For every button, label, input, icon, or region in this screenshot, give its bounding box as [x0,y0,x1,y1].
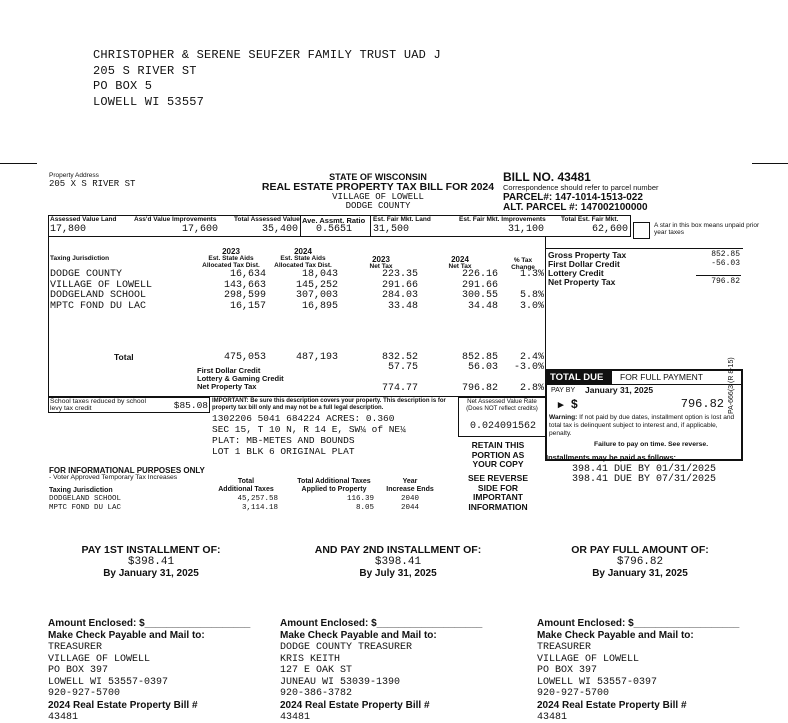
failure-text: Failure to pay on time. See reverse. [594,441,709,448]
first-dollar-net23: 57.75 [387,362,418,373]
table-row [0,290,548,301]
row-aids23: 16,157 [229,300,266,312]
divider [370,215,371,237]
row-net23: 223.35 [381,269,418,280]
assessment-bottom-rule [48,236,630,237]
retain-line: PORTION AS [471,449,525,460]
col-sub: Change [511,264,535,271]
row-aids23: 16,634 [229,269,266,280]
info-col-total [208,478,284,494]
fair-land-value: 31,500 [373,224,410,235]
school-credit-label: School taxes reduced by school levy tax credit [50,398,146,412]
bill-number: 43481 [280,711,311,723]
row-name: MPTC FOND DU LAC [50,300,147,312]
summary-net-label: Net Property Tax [548,277,616,287]
row-change: 1.3% [519,269,544,280]
stub-due: By January 31, 2025 [103,568,199,579]
payable-to: Make Check Payable and Mail to: [48,630,205,641]
first-dollar-net24: 56.03 [467,362,498,373]
unpaid-star-note: A star in this box means unpaid prior year taxes [654,222,760,236]
correspondence-note: Correspondence should refer to parcel number [503,183,659,192]
col-year: 2024 [451,255,469,264]
address-line: LOWELL WI 53557-0397 [537,676,658,688]
warning-label: Warning: [549,414,578,421]
reverse-line: IMPORTANT [473,492,523,502]
parcel-number: PARCEL#: 147-1014-1513-022 [503,192,643,203]
row-net24: 291.66 [461,279,498,291]
net-tax-label: Net Property Tax [197,382,257,391]
row-aids24: 145,252 [295,279,338,291]
remit-address [280,642,520,700]
fold-mark-right [752,163,788,164]
row-aids23: 298,599 [223,290,266,301]
address-line: VILLAGE OF LOWELL [537,653,640,665]
net-rate-value: 0.024091562 [469,421,536,432]
col-year: 2024 [294,247,312,256]
bill-title: REAL ESTATE PROPERTY TAX BILL FOR 2024 [261,181,495,193]
info-row-name: DODGELAND SCHOOL [49,495,122,503]
divider [630,215,631,237]
retain-line: RETAIN THIS [471,440,525,450]
address-line: 127 E OAK ST [280,665,353,676]
see-reverse-note [460,474,536,512]
bill-label: 2024 Real Estate Property Bill # [48,699,198,711]
col-sub: Est. State Aids [280,255,326,262]
jurisdiction-rows [0,269,548,311]
total-net24: 852.85 [461,352,498,363]
ratio-value: 0.5651 [316,224,353,235]
table-row [0,504,460,513]
col-sub: Net Tax [448,263,472,270]
address-line: JUNEAU WI 53039-1390 [280,676,401,688]
stub-amount: $398.41 [127,556,175,568]
alt-parcel-number: ALT. PARCEL #: 147002100000 [503,202,648,213]
amount-enclosed[interactable]: Amount Enclosed: $___________________ [48,618,251,629]
summary-first-dollar-label: First Dollar Credit [548,259,620,269]
stub-due: By January 31, 2025 [592,568,688,579]
info-row-year: 2040 [400,495,419,503]
row-net24: 226.16 [461,269,498,280]
school-credit-amount: $85.08 [173,400,208,411]
remit-block-2 [280,618,520,723]
address-line: PO BOX 397 [537,665,598,676]
legal-description [212,413,406,457]
full-payment-label: FOR FULL PAYMENT [620,372,703,382]
fair-impr-label: Est. Fair Mkt. Improvements [459,216,546,223]
net-net24: 796.82 [461,383,498,394]
row-net24: 300.55 [461,290,498,301]
pay-by-date: January 31, 2025 [585,385,654,395]
warning-body: If not paid by due dates, installment option is lost and total tax is delinquent subject to interest and, if applicable, penalty. [549,414,735,437]
property-address: 205 X S RIVER ST [49,179,136,189]
land-value: 17,800 [50,224,87,235]
info-col-jurisdiction: Taxing Jurisdiction [49,487,113,494]
gross-label: Gross Property Tax [548,250,627,260]
col-aids-2024 [268,248,338,269]
col-sub: Increase Ends [386,486,434,493]
row-name: DODGE COUNTY [50,269,123,280]
address-line: TREASURER [537,642,592,653]
info-row-year: 2044 [400,503,419,512]
first-dollar-label: First Dollar Credit [197,366,261,375]
owner-line: PO BOX 5 [93,79,153,93]
stub-heading: AND PAY 2ND INSTALLMENT OF: [314,544,482,556]
net-change: 2.8% [519,383,544,394]
row-aids24: 307,003 [295,290,338,301]
payment-stub-3 [540,544,740,579]
divider [300,215,301,237]
address-line: LOWELL WI 53557-0397 [48,676,169,688]
bill-number: 43481 [48,711,79,723]
col-sub: Total Additional Taxes [297,478,371,485]
state-title: STATE OF WISCONSIN [329,172,427,182]
installments-label: Installments may be paid as follows: [546,453,677,462]
address-line: 920-386-3782 [280,688,353,699]
info-rows [0,495,460,512]
retain-line: YOUR COPY [472,459,524,469]
col-net-2023 [354,256,408,270]
lottery-label: Lottery & Gaming Credit [197,374,284,383]
total-assessed-value: 35,400 [261,224,298,235]
improvements-value: 17,600 [181,224,218,235]
col-sub: Year [402,478,418,485]
col-sub: % Tax [513,257,533,264]
summary-sum-rule [696,275,741,276]
divider [48,215,49,237]
address-line: DODGE COUNTY TREASURER [280,642,413,653]
col-sub: Additional Taxes [218,486,274,493]
form-code: PA-666(3 (R 8-15) [728,357,735,414]
divider [48,236,49,396]
row-name: DODGELAND SCHOOL [50,290,147,301]
gross-value: 852.85 [711,250,740,259]
dollar-sign: $ [571,397,578,411]
row-aids24: 16,895 [301,300,338,312]
row-net23: 284.03 [381,290,418,301]
col-sub: Allocated Tax Dist. [274,262,332,269]
payment-stub-2 [280,544,516,579]
legal-line: 1302206 5041 684224 ACRES: 0.360 [212,413,395,424]
reverse-line: SIDE FOR [477,482,519,493]
improvements-label: Ass'd Value Improvements [134,216,217,223]
col-sub: Applied to Property [301,486,367,493]
total-due-label: TOTAL DUE [547,371,612,384]
important-note: IMPORTANT: Be sure this description covers your property. This description is for property tax bill only and may not be a full legal description. [212,398,446,411]
fair-total-label: Total Est. Fair Mkt. [561,216,619,223]
pay-by-label: PAY BY [551,387,576,394]
row-aids24: 18,043 [301,269,338,280]
address-line: KRIS KEITH [280,653,341,665]
total-change: 2.4% [519,352,544,363]
reverse-line: INFORMATION [468,501,528,512]
row-aids23: 143,663 [223,279,266,291]
info-row-total: 45,257.58 [237,495,278,503]
unpaid-star-box [633,222,650,239]
table-row [0,495,460,504]
col-aids-2023 [196,248,266,269]
county-name: DODGE COUNTY [345,201,411,211]
info-col-year [380,478,440,494]
info-row-applied: 8.05 [355,503,374,512]
info-row-applied: 116.39 [346,495,374,503]
row-net24: 34.48 [467,300,498,312]
owner-address [93,48,441,110]
property-address-label: Property Address [49,172,99,179]
address-line: VILLAGE OF LOWELL [48,653,151,665]
bill-number: BILL NO. 43481 [503,170,591,184]
fold-mark-left [0,163,37,164]
summary-first-dollar-value: -56.03 [711,259,740,268]
col-sub: Est. State Aids [208,255,254,262]
summary-rule [545,248,743,249]
col-sub: Total [237,478,255,485]
remit-address [537,642,777,700]
remit-address [48,642,273,700]
row-change: 3.0% [519,300,544,312]
col-year: 2023 [222,247,240,256]
remit-block-1 [48,618,273,723]
col-sub: Net Tax [369,263,393,270]
address-line: PO BOX 397 [48,665,109,676]
col-year: 2023 [372,255,390,264]
amount-enclosed[interactable]: Amount Enclosed: $___________________ [280,618,483,629]
row-net23: 33.48 [387,300,418,312]
info-subtitle: - Voter Approved Temporary Tax Increases [49,474,178,481]
installment-line: 398.41 DUE BY 01/31/2025 [572,464,717,475]
row-net23: 291.66 [381,279,418,291]
warning-text [549,414,739,437]
bill-label: 2024 Real Estate Property Bill # [537,699,687,711]
owner-line: LOWELL WI 53557 [93,94,205,109]
col-sub: Allocated Tax Dist. [202,262,260,269]
stub-heading: OR PAY FULL AMOUNT OF: [571,544,709,556]
owner-line: CHRISTOPHER & SERENE SEUFZER FAMILY TRUST UAD J [93,48,441,62]
info-row-name: MPTC FOND DU LAC [49,503,122,512]
summary-net-value: 796.82 [711,277,740,286]
fair-land-label: Est. Fair Mkt. Land [373,216,431,223]
col-net-2024 [433,256,487,270]
stub-heading: PAY 1ST INSTALLMENT OF: [81,544,221,556]
table-row [0,301,548,312]
col-jurisdiction: Taxing Jurisdiction [50,255,110,262]
owner-line: 205 S RIVER ST [93,63,197,78]
address-line: 920-927-5700 [48,688,121,699]
installment-line: 398.41 DUE BY 07/31/2025 [572,474,717,485]
total-aids23: 475,053 [223,352,266,363]
bill-label: 2024 Real Estate Property Bill # [280,699,430,711]
fair-impr-value: 31,100 [507,224,544,235]
row-change: 5.8% [519,290,544,301]
net-net23: 774.77 [381,383,418,394]
land-label: Assessed Value Land [50,216,117,223]
total-due-amount: 796.82 [680,397,724,411]
row-name: VILLAGE OF LOWELL [50,279,153,291]
summary-lottery-label: Lottery Credit [548,268,604,278]
total-assessed-label: Total Assessed Value [234,216,300,223]
stub-amount: $796.82 [616,556,664,568]
reverse-line: SEE REVERSE [468,473,528,483]
address-line: 920-927-5700 [537,688,610,699]
remit-block-3 [537,618,777,723]
payment-stub-1 [48,544,278,579]
legal-line: LOT 1 BLK 6 ORIGINAL PLAT [212,446,355,457]
total-aids24: 487,193 [295,352,338,363]
info-row-total: 3,114.18 [241,503,278,512]
net-rate-label: Net Assessed Value Rate (Does NOT reflect credits) [466,398,538,412]
payable-to: Make Check Payable and Mail to: [280,630,437,641]
village-name: VILLAGE OF LOWELL [332,192,424,202]
bill-number: 43481 [537,711,568,723]
ratio-label: Ave. Assmt. Ratio [302,216,366,225]
first-dollar-change: -3.0% [513,362,544,373]
amount-enclosed[interactable]: Amount Enclosed: $___________________ [537,618,740,629]
payable-to: Make Check Payable and Mail to: [537,630,694,641]
info-col-applied [290,478,378,494]
stub-amount: $398.41 [374,556,422,568]
legal-line: PLAT: MB-METES AND BOUNDS [212,435,355,446]
total-label: Total [114,352,134,362]
fair-total-value: 62,600 [591,224,628,235]
table-row [0,269,548,280]
retain-note [462,441,534,470]
address-line: TREASURER [48,642,103,653]
table-row [0,280,548,291]
info-title: FOR INFORMATIONAL PURPOSES ONLY [49,466,205,475]
legal-line: SEC 15, T 10 N, R 14 E, SW¼ of NE¼ [212,424,406,435]
total-net23: 832.52 [381,352,418,363]
stub-due: By July 31, 2025 [359,568,437,579]
arrow-icon: ▸ [558,399,564,411]
